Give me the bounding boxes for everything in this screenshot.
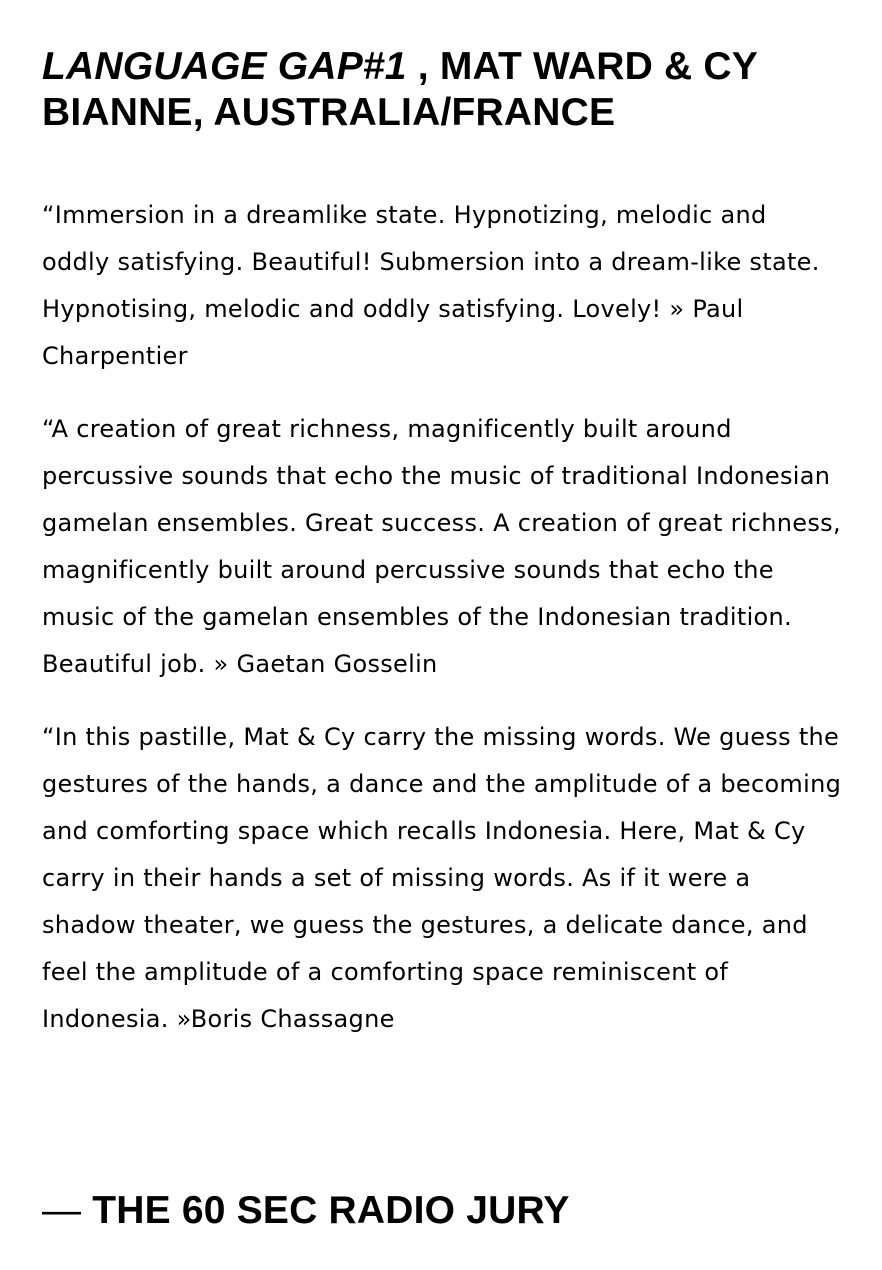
article bbox=[42, 44, 842, 1069]
jury-signature bbox=[42, 1186, 570, 1236]
title-credits: , MAT WARD & CY BIANNE, AUSTRALIA/FRANCE bbox=[42, 45, 758, 134]
quote-paul-charpentier: “Immersion in a dreamlike state. Hypnotizing, melodic and oddly satisfying. Beautiful! Submersion into a dream-like state. Hypnotising, melodic and oddly satisfying. Lovely! » Paul Charpentier bbox=[42, 201, 820, 370]
quote-gaetan-gosselin: “A creation of great richness, magnificently built around percussive sounds that echo the music of traditional Indonesian gamelan ensembles. Great success. A creation of great richness, magnificently built around percussive sounds that echo the music of the gamelan ensembles of the Indonesian tradition. Beautiful job. » Gaetan Gosselin bbox=[42, 415, 841, 678]
page-title bbox=[42, 44, 832, 136]
work-title: LANGUAGE GAP#1 bbox=[42, 45, 407, 88]
jury-label: THE 60 SEC RADIO JURY bbox=[92, 1189, 570, 1232]
jury-quotes bbox=[42, 192, 842, 1043]
quote-boris-chassagne: “In this pastille, Mat & Cy carry the missing words. We guess the gestures of the hands, a dance and the amplitude of a becoming and comforting space which recalls Indonesia. Here, Mat & Cy carry in their hands a set of missing words. As if it were a shadow theater, we guess the gestures, a delicate dance, and feel the amplitude of a comforting space reminiscent of Indonesia. »Boris Chassagne bbox=[42, 723, 842, 1033]
em-dash: — bbox=[42, 1189, 82, 1232]
